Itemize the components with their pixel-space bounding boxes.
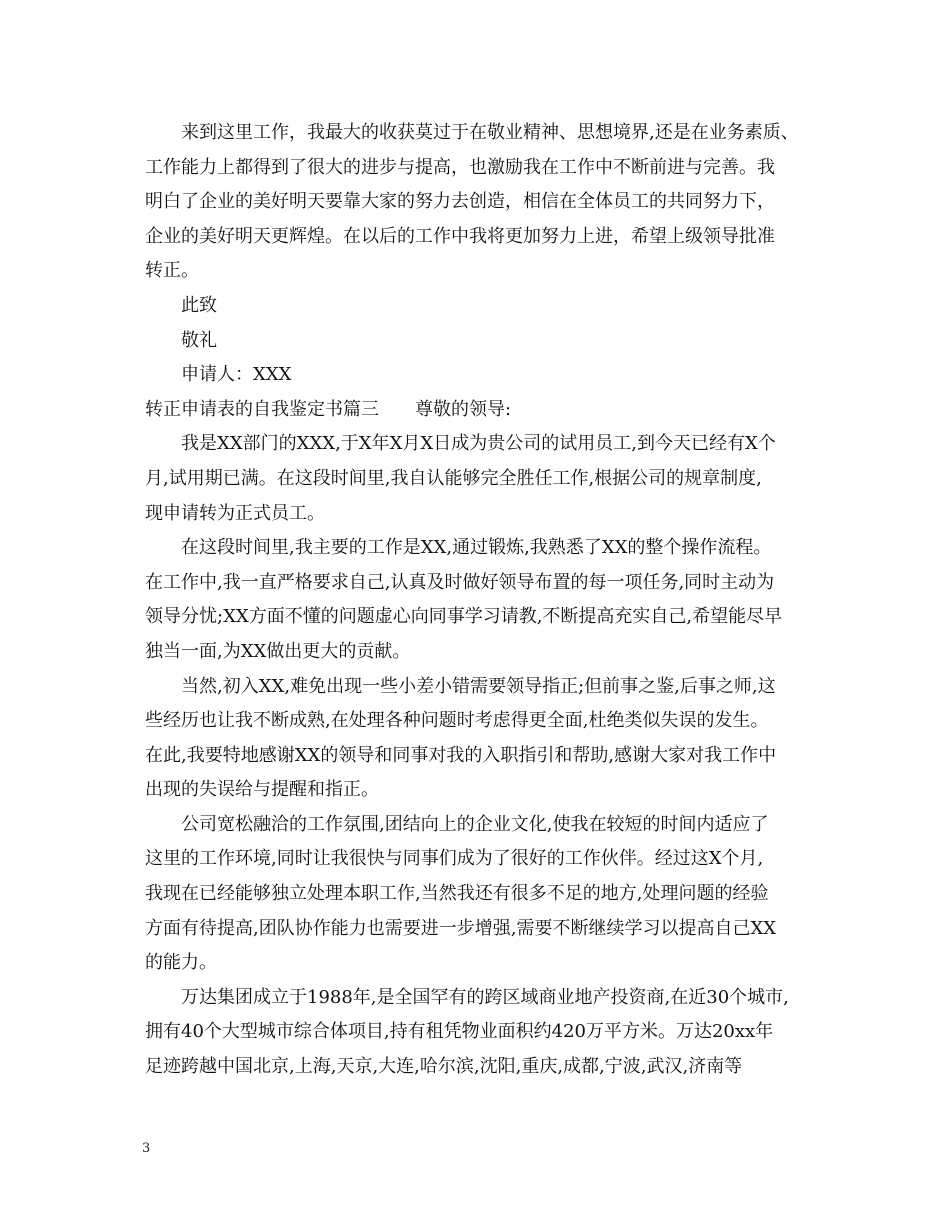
text-line: 万达集团成立于1988年,是全国罕有的跨区域商业地产投资商,在近30个城市, xyxy=(181,986,789,1008)
text-line: 足迹跨越中国北京,上海,天京,大连,哈尔滨,沈阳,重庆,成都,宁波,武汉,济南等 xyxy=(145,1056,743,1078)
text-line: 申请人：XXX xyxy=(181,364,292,386)
page-number: 3 xyxy=(142,1141,151,1156)
text-line: 公司宽松融洽的工作氛围,团结向上的企业文化,使我在较短的时间内适应了 xyxy=(181,813,769,835)
text-line: 出现的失误给与提醒和指正。 xyxy=(145,779,379,801)
text-line: 在此,我要特地感谢XX的领导和同事对我的入职指引和帮助,感谢大家对我工作中 xyxy=(145,744,777,766)
text-line: 工作能力上都得到了很大的进步与提高，也激励我在工作中不断前进与完善。我 xyxy=(145,156,775,178)
text-line: 明白了企业的美好明天要靠大家的努力去创造，相信在全体员工的共同努力下， xyxy=(145,191,775,213)
text-line: 些经历也让我不断成熟,在处理各种问题时考虑得更全面,杜绝类似失误的发生。 xyxy=(145,710,769,732)
text-line: 转正。 xyxy=(145,260,199,282)
text-line: 的能力。 xyxy=(145,952,217,974)
text-line: 当然,初入XX,难免出现一些小差小错需要领导指正;但前事之鉴,后事之师,这 xyxy=(181,675,776,697)
document-body xyxy=(145,116,815,1085)
text-line: 此致 xyxy=(181,294,217,316)
text-line: 来到这里工作，我最大的收获莫过于在敬业精神、思想境界,还是在业务素质、 xyxy=(181,122,799,143)
text-line: 拥有40个大型城市综合体项目,持有租凭物业面积约420万平方米。万达20xx年 xyxy=(145,1021,774,1043)
text-line: 我是XX部门的XXX,于X年X月X日成为贵公司的试用员工,到今天已经有X个 xyxy=(181,433,776,455)
text-line: 我现在已经能够独立处理本职工作,当然我还有很多不足的地方,处理问题的经验 xyxy=(145,883,769,905)
text-line: 在工作中,我一直严格要求自己,认真及时做好领导布置的每一项任务,同时主动为 xyxy=(145,571,775,593)
text-line: 这里的工作环境,同时让我很快与同事们成为了很好的工作伙伴。经过这X个月, xyxy=(145,848,764,870)
text-line: 企业的美好明天更辉煌。在以后的工作中我将更加努力上进，希望上级领导批准 xyxy=(145,225,775,247)
text-line: 方面有待提高,团队协作能力也需要进一步增强,需要不断继续学习以提高自己XX xyxy=(145,917,777,939)
text-line: 月,试用期已满。在这段时间里,我自认能够完全胜任工作,根据公司的规章制度, xyxy=(145,467,762,489)
text-line: 敬礼 xyxy=(181,329,217,351)
text-line: 现申请转为正式员工。 xyxy=(145,502,325,524)
text-line: 在这段时间里,我主要的工作是XX,通过锻炼,我熟悉了XX的整个操作流程。 xyxy=(181,537,772,559)
text-line: 领导分忧;XX方面不懂的问题虚心向同事学习请教,不断提高充实自己,希望能尽早 xyxy=(145,606,783,628)
text-line: 独当一面,为XX做出更大的贡献。 xyxy=(145,640,411,662)
text-line: 转正申请表的自我鉴定书篇三 尊敬的领导: xyxy=(145,398,512,420)
